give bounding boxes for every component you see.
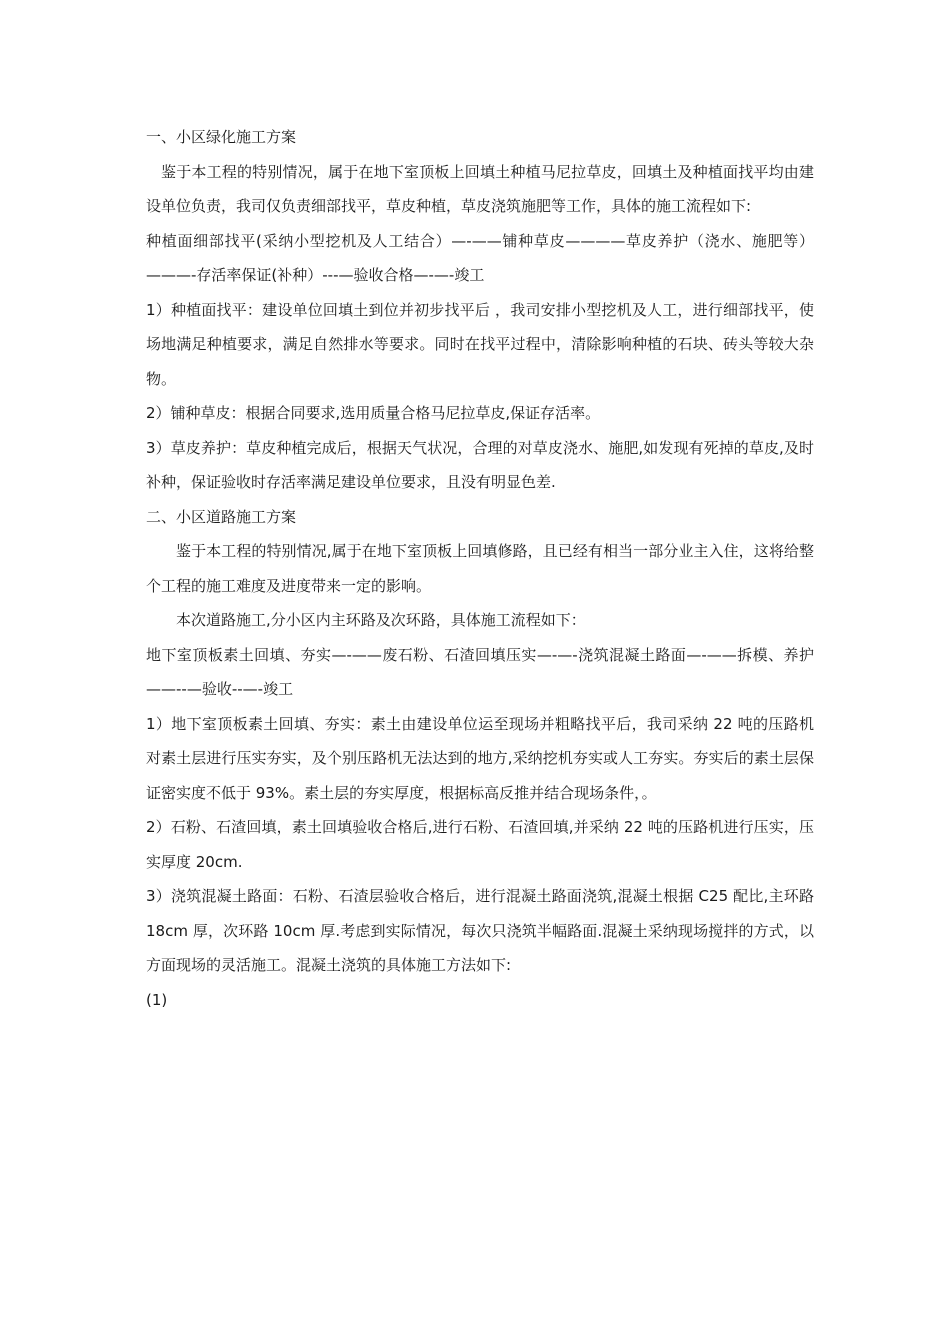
roads-scope-paragraph: 本次道路施工,分小区内主环路及次环路，具体施工流程如下： [176, 611, 586, 629]
roads-flow-paragraph: 地下室顶板素土回填、夯实—-——废石粉、石渣回填压实—-—-浇筑混凝土路面—-——拆模、养护——--—验收--—-竣工 [146, 645, 814, 698]
roads-step-3: 3）浇筑混凝土路面：石粉、石渣层验收合格后，进行混凝土路面浇筑,混凝土根据 C25 配比,主环路 18cm 厚，次环路 10cm 厚.考虑到实际情况，每次只浇筑半幅路面.混凝土采纳现场搅拌的方式，以方面现场的灵活施工。混凝土浇筑的具体施工方法如下: [146, 887, 814, 974]
greening-flow-paragraph: 种植面细部找平(采纳小型挖机及人工结合）—-——铺种草皮————草皮养护（浇水、施肥等）———-存活率保证(补种）---—验收合格—-—-竣工 [146, 231, 814, 284]
greening-step-3: 3）草皮养护：草皮种植完成后，根据天气状况，合理的对草皮浇水、施肥,如发现有死掉的草皮,及时补种，保证验收时存活率满足建设单位要求，且没有明显色差. [146, 438, 814, 491]
section-heading-roads: 二、小区道路施工方案 [146, 507, 297, 526]
greening-step-2: 2）铺种草皮：根据合同要求,选用质量合格马尼拉草皮,保证存活率。 [146, 404, 601, 422]
greening-step-1: 1）种植面找平：建设单位回填土到位并初步找平后 ，我司安排小型挖机及人工，进行细部找平，使场地满足种植要求，满足自然排水等要求。同时在找平过程中，清除影响种植的石块、砖头等较大杂物。 [146, 300, 814, 388]
roads-intro-paragraph: 鉴于本工程的特别情况,属于在地下室顶板上回填修路，且已经有相当一部分业主入住，这将给整个工程的施工难度及进度带来一定的影响。 [146, 542, 814, 595]
greening-intro-paragraph: 鉴于本工程的特别情况，属于在地下室顶板上回填土种植马尼拉草皮，回填土及种植面找平均由建设单位负责，我司仅负责细部找平，草皮种植，草皮浇筑施肥等工作，具体的施工流程如下: [146, 162, 814, 215]
roads-step-2: 2）石粉、石渣回填，素土回填验收合格后,进行石粉、石渣回填,并采纳 22 吨的压路机进行压实，压实厚度 20cm. [146, 818, 814, 871]
document-body [146, 120, 814, 1017]
section-heading-greening: 一、小区绿化施工方案 [146, 128, 297, 146]
roads-substep-1: (1) [146, 990, 168, 1009]
roads-step-1: 1）地下室顶板素土回填、夯实：素土由建设单位运至现场并粗略找平后，我司采纳 22 吨的压路机对素土层进行压实夯实，及个别压路机无法达到的地方,采纳挖机夯实或人工夯实。夯实后的素土层保证密实度不低于 93%。素土层的夯实厚度，根据标高反推并结合现场条件，。 [146, 714, 814, 802]
